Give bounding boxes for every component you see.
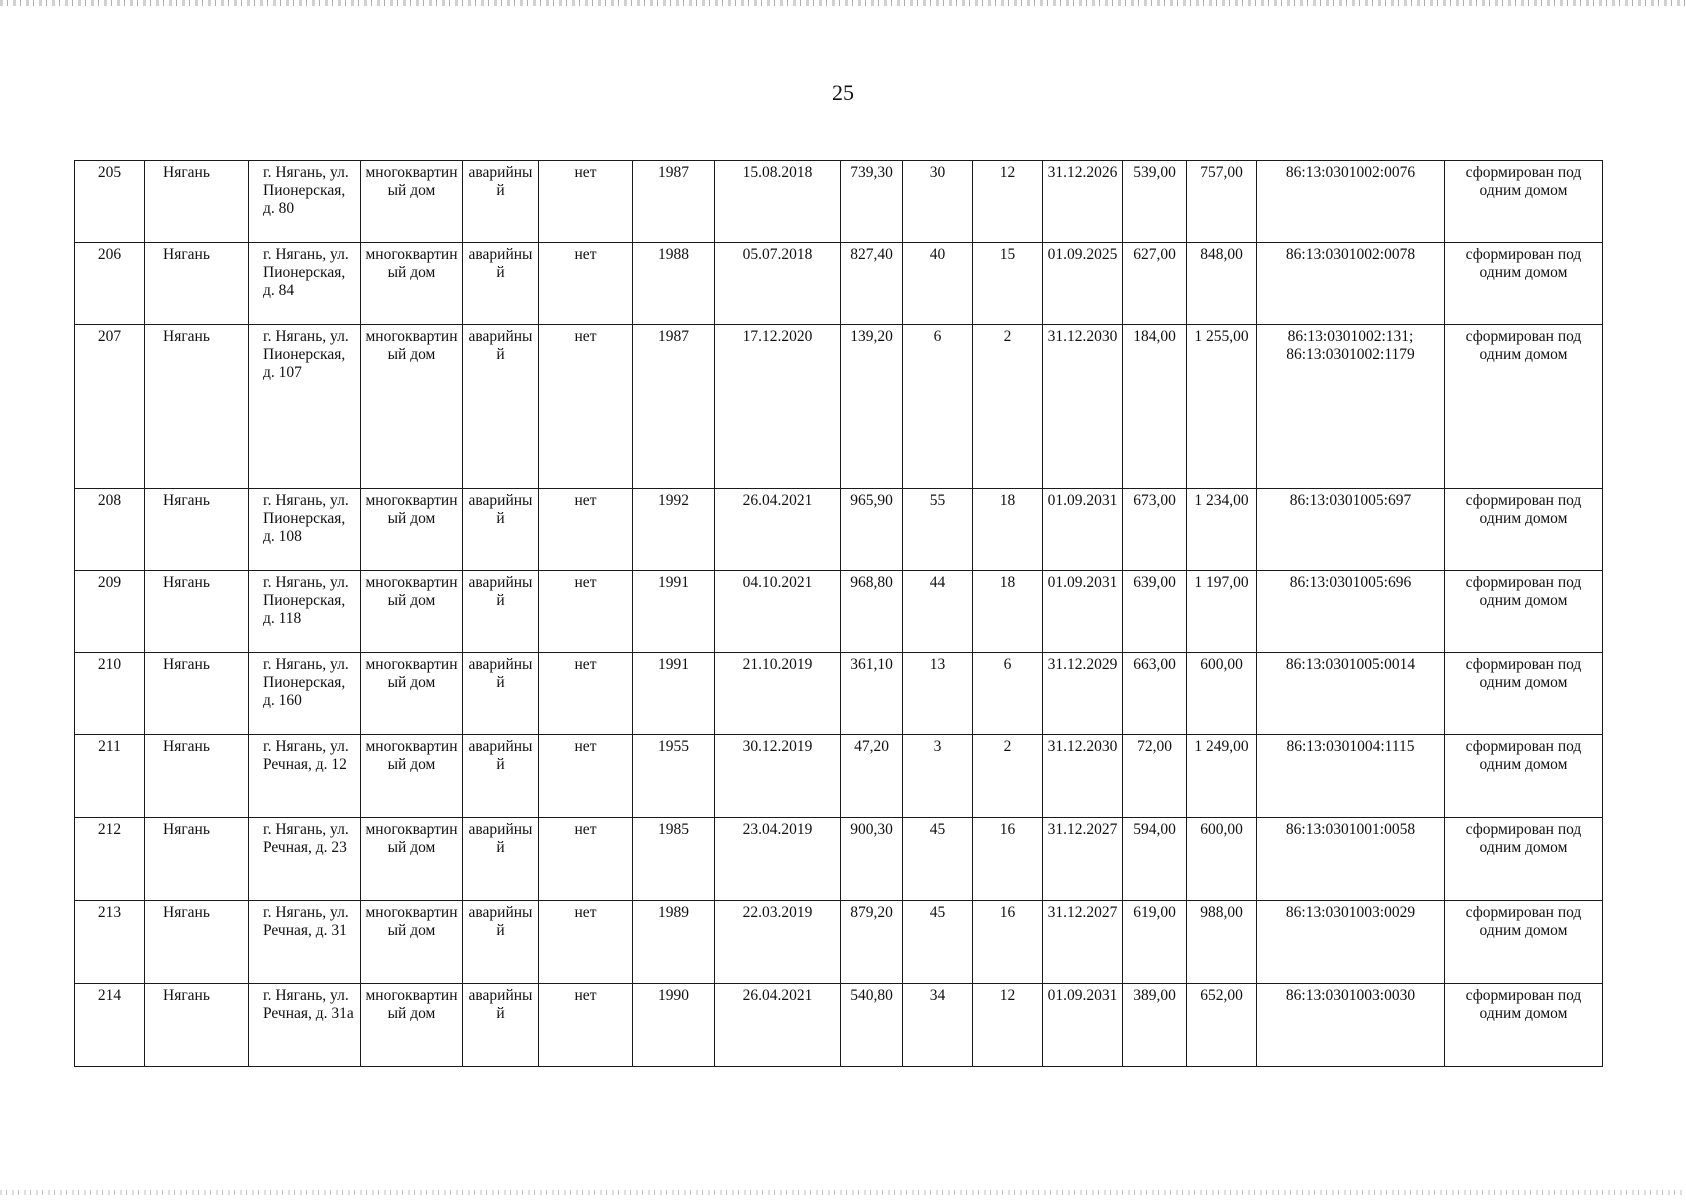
flats-cell: 12 — [973, 161, 1043, 243]
building-type-cell: многоквартиный дом — [361, 653, 463, 735]
year-cell: 1989 — [633, 901, 715, 984]
table-row — [75, 489, 1603, 571]
price-cell: 600,00 — [1187, 818, 1257, 901]
recognition-date-cell: 17.12.2020 — [715, 325, 841, 489]
price-cell: 1 197,00 — [1187, 571, 1257, 653]
deadline-cell: 31.12.2026 — [1043, 161, 1123, 243]
land-status-cell: сформирован под одним домом — [1445, 818, 1603, 901]
table-row — [75, 818, 1603, 901]
row-number: 211 — [75, 735, 145, 818]
address-cell: г. Нягань, ул. Речная, д. 12 — [249, 735, 361, 818]
residents-cell: 40 — [903, 243, 973, 325]
land-status-cell: сформирован под одним домом — [1445, 489, 1603, 571]
land-status-cell: сформирован под одним домом — [1445, 735, 1603, 818]
building-type-cell: многоквартиный дом — [361, 489, 463, 571]
flats-cell: 16 — [973, 901, 1043, 984]
cadastral-number-cell: 86:13:0301004:1115 — [1257, 735, 1445, 818]
price-cell: 600,00 — [1187, 653, 1257, 735]
area-cell: 968,80 — [841, 571, 903, 653]
area-cell: 827,40 — [841, 243, 903, 325]
building-type-cell: многоквартиный дом — [361, 325, 463, 489]
residents-cell: 44 — [903, 571, 973, 653]
city-cell: Нягань — [145, 571, 249, 653]
land-status-cell: сформирован под одним домом — [1445, 161, 1603, 243]
condition-cell: аварийный — [463, 818, 539, 901]
row-number: 212 — [75, 818, 145, 901]
city-cell: Нягань — [145, 653, 249, 735]
row-number: 210 — [75, 653, 145, 735]
flats-cell: 2 — [973, 735, 1043, 818]
residents-cell: 30 — [903, 161, 973, 243]
mark-cell: нет — [539, 571, 633, 653]
city-cell: Нягань — [145, 901, 249, 984]
scan-edge-bottom — [0, 1190, 1686, 1195]
cadastral-number-cell: 86:13:0301001:0058 — [1257, 818, 1445, 901]
recognition-date-cell: 21.10.2019 — [715, 653, 841, 735]
residents-cell: 34 — [903, 984, 973, 1067]
registry-body — [75, 161, 1603, 1067]
condition-cell: аварийный — [463, 489, 539, 571]
condition-cell: аварийный — [463, 653, 539, 735]
city-cell: Нягань — [145, 818, 249, 901]
table-row — [75, 653, 1603, 735]
price-cell: 652,00 — [1187, 984, 1257, 1067]
condition-cell: аварийный — [463, 243, 539, 325]
deadline-cell: 01.09.2031 — [1043, 984, 1123, 1067]
condition-cell: аварийный — [463, 901, 539, 984]
price-cell: 1 255,00 — [1187, 325, 1257, 489]
mark-cell: нет — [539, 984, 633, 1067]
flats-cell: 16 — [973, 818, 1043, 901]
mark-cell: нет — [539, 818, 633, 901]
price-cell: 1 249,00 — [1187, 735, 1257, 818]
address-cell: г. Нягань, ул. Речная, д. 31 — [249, 901, 361, 984]
table-row — [75, 571, 1603, 653]
address-cell: г. Нягань, ул. Пионерская, д. 80 — [249, 161, 361, 243]
mark-cell: нет — [539, 161, 633, 243]
cadastral-number-cell: 86:13:0301005:696 — [1257, 571, 1445, 653]
land-area-cell: 663,00 — [1123, 653, 1187, 735]
area-cell: 900,30 — [841, 818, 903, 901]
address-cell: г. Нягань, ул. Речная, д. 31а — [249, 984, 361, 1067]
city-cell: Нягань — [145, 489, 249, 571]
table-row — [75, 735, 1603, 818]
land-area-cell: 673,00 — [1123, 489, 1187, 571]
recognition-date-cell: 26.04.2021 — [715, 489, 841, 571]
area-cell: 139,20 — [841, 325, 903, 489]
year-cell: 1988 — [633, 243, 715, 325]
year-cell: 1991 — [633, 571, 715, 653]
mark-cell: нет — [539, 901, 633, 984]
recognition-date-cell: 05.07.2018 — [715, 243, 841, 325]
address-cell: г. Нягань, ул. Пионерская, д. 160 — [249, 653, 361, 735]
land-area-cell: 72,00 — [1123, 735, 1187, 818]
year-cell: 1985 — [633, 818, 715, 901]
table-row — [75, 984, 1603, 1067]
row-number: 209 — [75, 571, 145, 653]
recognition-date-cell: 15.08.2018 — [715, 161, 841, 243]
land-status-cell: сформирован под одним домом — [1445, 571, 1603, 653]
area-cell: 361,10 — [841, 653, 903, 735]
flats-cell: 18 — [973, 489, 1043, 571]
residents-cell: 3 — [903, 735, 973, 818]
price-cell: 757,00 — [1187, 161, 1257, 243]
flats-cell: 12 — [973, 984, 1043, 1067]
city-cell: Нягань — [145, 984, 249, 1067]
land-area-cell: 389,00 — [1123, 984, 1187, 1067]
city-cell: Нягань — [145, 161, 249, 243]
mark-cell: нет — [539, 325, 633, 489]
city-cell: Нягань — [145, 243, 249, 325]
land-status-cell: сформирован под одним домом — [1445, 901, 1603, 984]
building-type-cell: многоквартиный дом — [361, 161, 463, 243]
address-cell: г. Нягань, ул. Пионерская, д. 118 — [249, 571, 361, 653]
cadastral-number-cell: 86:13:0301005:697 — [1257, 489, 1445, 571]
mark-cell: нет — [539, 735, 633, 818]
recognition-date-cell: 22.03.2019 — [715, 901, 841, 984]
address-cell: г. Нягань, ул. Пионерская, д. 108 — [249, 489, 361, 571]
land-status-cell: сформирован под одним домом — [1445, 653, 1603, 735]
condition-cell: аварийный — [463, 325, 539, 489]
cadastral-number-cell: 86:13:0301003:0030 — [1257, 984, 1445, 1067]
row-number: 213 — [75, 901, 145, 984]
recognition-date-cell: 23.04.2019 — [715, 818, 841, 901]
building-type-cell: многоквартиный дом — [361, 735, 463, 818]
deadline-cell: 01.09.2025 — [1043, 243, 1123, 325]
area-cell: 965,90 — [841, 489, 903, 571]
deadline-cell: 31.12.2027 — [1043, 901, 1123, 984]
year-cell: 1987 — [633, 325, 715, 489]
building-type-cell: многоквартиный дом — [361, 571, 463, 653]
residents-cell: 45 — [903, 901, 973, 984]
building-type-cell: многоквартиный дом — [361, 818, 463, 901]
city-cell: Нягань — [145, 325, 249, 489]
land-area-cell: 184,00 — [1123, 325, 1187, 489]
year-cell: 1992 — [633, 489, 715, 571]
mark-cell: нет — [539, 489, 633, 571]
land-area-cell: 539,00 — [1123, 161, 1187, 243]
area-cell: 879,20 — [841, 901, 903, 984]
flats-cell: 2 — [973, 325, 1043, 489]
deadline-cell: 31.12.2030 — [1043, 735, 1123, 818]
residents-cell: 13 — [903, 653, 973, 735]
mark-cell: нет — [539, 653, 633, 735]
residents-cell: 45 — [903, 818, 973, 901]
flats-cell: 18 — [973, 571, 1043, 653]
price-cell: 1 234,00 — [1187, 489, 1257, 571]
cadastral-number-cell: 86:13:0301002:0076 — [1257, 161, 1445, 243]
land-status-cell: сформирован под одним домом — [1445, 325, 1603, 489]
year-cell: 1987 — [633, 161, 715, 243]
deadline-cell: 01.09.2031 — [1043, 571, 1123, 653]
area-cell: 540,80 — [841, 984, 903, 1067]
land-area-cell: 627,00 — [1123, 243, 1187, 325]
address-cell: г. Нягань, ул. Пионерская, д. 107 — [249, 325, 361, 489]
cadastral-number-cell: 86:13:0301005:0014 — [1257, 653, 1445, 735]
row-number: 207 — [75, 325, 145, 489]
page-number: 25 — [832, 80, 854, 105]
land-area-cell: 594,00 — [1123, 818, 1187, 901]
deadline-cell: 31.12.2029 — [1043, 653, 1123, 735]
cadastral-number-cell: 86:13:0301002:0078 — [1257, 243, 1445, 325]
row-number: 205 — [75, 161, 145, 243]
building-type-cell: многоквартиный дом — [361, 901, 463, 984]
recognition-date-cell: 26.04.2021 — [715, 984, 841, 1067]
price-cell: 848,00 — [1187, 243, 1257, 325]
building-type-cell: многоквартиный дом — [361, 984, 463, 1067]
land-area-cell: 639,00 — [1123, 571, 1187, 653]
flats-cell: 15 — [973, 243, 1043, 325]
land-area-cell: 619,00 — [1123, 901, 1187, 984]
address-cell: г. Нягань, ул. Пионерская, д. 84 — [249, 243, 361, 325]
condition-cell: аварийный — [463, 161, 539, 243]
land-status-cell: сформирован под одним домом — [1445, 243, 1603, 325]
table-row — [75, 161, 1603, 243]
table-row — [75, 901, 1603, 984]
residents-cell: 6 — [903, 325, 973, 489]
condition-cell: аварийный — [463, 735, 539, 818]
row-number: 206 — [75, 243, 145, 325]
year-cell: 1990 — [633, 984, 715, 1067]
year-cell: 1955 — [633, 735, 715, 818]
deadline-cell: 31.12.2027 — [1043, 818, 1123, 901]
table-row — [75, 243, 1603, 325]
condition-cell: аварийный — [463, 984, 539, 1067]
table-row — [75, 325, 1603, 489]
scan-edge-top — [0, 0, 1686, 6]
area-cell: 47,20 — [841, 735, 903, 818]
deadline-cell: 01.09.2031 — [1043, 489, 1123, 571]
cadastral-number-cell: 86:13:0301002:131; 86:13:0301002:1179 — [1257, 325, 1445, 489]
condition-cell: аварийный — [463, 571, 539, 653]
deadline-cell: 31.12.2030 — [1043, 325, 1123, 489]
recognition-date-cell: 04.10.2021 — [715, 571, 841, 653]
building-type-cell: многоквартиный дом — [361, 243, 463, 325]
registry-table — [74, 160, 1603, 1067]
year-cell: 1991 — [633, 653, 715, 735]
row-number: 214 — [75, 984, 145, 1067]
address-cell: г. Нягань, ул. Речная, д. 23 — [249, 818, 361, 901]
row-number: 208 — [75, 489, 145, 571]
flats-cell: 6 — [973, 653, 1043, 735]
land-status-cell: сформирован под одним домом — [1445, 984, 1603, 1067]
mark-cell: нет — [539, 243, 633, 325]
city-cell: Нягань — [145, 735, 249, 818]
price-cell: 988,00 — [1187, 901, 1257, 984]
area-cell: 739,30 — [841, 161, 903, 243]
cadastral-number-cell: 86:13:0301003:0029 — [1257, 901, 1445, 984]
residents-cell: 55 — [903, 489, 973, 571]
recognition-date-cell: 30.12.2019 — [715, 735, 841, 818]
